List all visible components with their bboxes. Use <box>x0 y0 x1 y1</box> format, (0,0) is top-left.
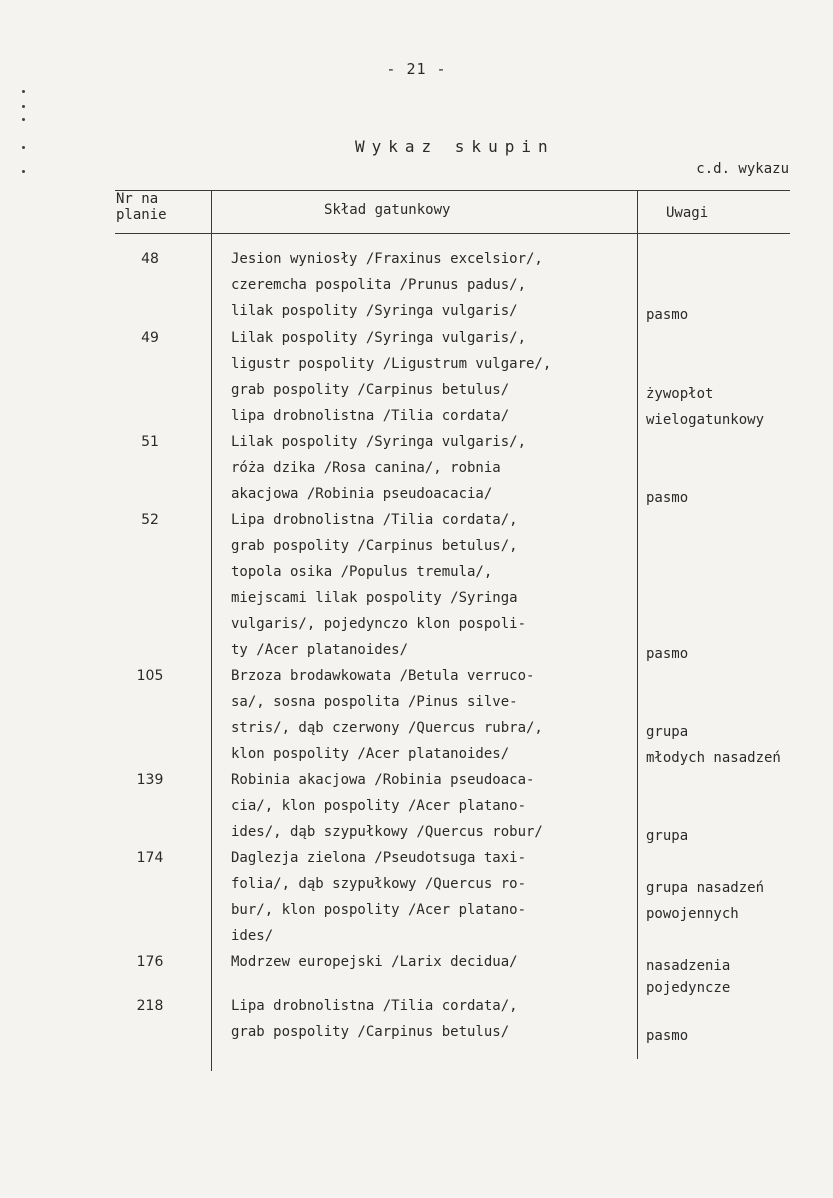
document-title: Wykaz skupin <box>355 137 555 156</box>
margin-mark <box>22 90 25 93</box>
species-line: sa/, sosna pospolita /Pinus silve- <box>231 694 518 710</box>
species-line: stris/, dąb czerwony /Quercus rubra/, <box>231 720 543 736</box>
species-line: klon pospolity /Acer platanoides/ <box>231 746 510 762</box>
species-line: Brzoza brodawkowata /Betula verruco- <box>231 668 535 684</box>
row-number: 139 <box>136 772 164 788</box>
row-number: 218 <box>136 998 164 1014</box>
species-line: lilak pospolity /Syringa vulgaris/ <box>231 303 518 319</box>
species-line: cia/, klon pospolity /Acer platano- <box>231 798 527 814</box>
species-line: ides/, dąb szypułkowy /Quercus robur/ <box>231 824 543 840</box>
species-composition <box>231 993 631 1045</box>
species-composition <box>231 949 631 975</box>
row-number: 48 <box>141 251 159 267</box>
margin-mark <box>22 105 25 108</box>
species-line: czeremcha pospolita /Prunus padus/, <box>231 277 527 293</box>
remark-text: pasmo <box>646 490 689 506</box>
header-uwagi: Uwagi <box>666 205 709 221</box>
species-line: ides/ <box>231 928 274 944</box>
species-line: Lipa drobnolistna /Tilia cordata/, <box>231 512 518 528</box>
remark-text: grupa nasadzeń <box>646 880 765 896</box>
species-line: Lilak pospolity /Syringa vulgaris/, <box>231 434 527 450</box>
header-nr-line2: planie <box>116 207 167 223</box>
margin-mark <box>22 118 25 121</box>
row-number: 51 <box>141 434 159 450</box>
species-line: Daglezja zielona /Pseudotsuga taxi- <box>231 850 527 866</box>
species-line: Modrzew europejski /Larix decidua/ <box>231 954 518 970</box>
margin-mark <box>22 146 25 149</box>
species-line: vulgaris/, pojedynczo klon pospoli- <box>231 616 527 632</box>
row-number: 105 <box>136 668 164 684</box>
species-line: bur/, klon pospolity /Acer platano- <box>231 902 527 918</box>
species-line: Lipa drobnolistna /Tilia cordata/, <box>231 998 518 1014</box>
remark-text: powojennych <box>646 906 739 922</box>
remark-text: pasmo <box>646 646 689 662</box>
remark-text: nasadzenia <box>646 958 731 974</box>
remark-text: pasmo <box>646 307 689 323</box>
species-line: róża dzika /Rosa canina/, robnia <box>231 460 501 476</box>
species-line: Lilak pospolity /Syringa vulgaris/, <box>231 330 527 346</box>
species-composition <box>231 246 631 324</box>
species-line: folia/, dąb szypułkowy /Quercus ro- <box>231 876 527 892</box>
species-composition <box>231 767 631 845</box>
species-line: miejscami lilak pospolity /Syringa <box>231 590 518 606</box>
row-number: 49 <box>141 330 159 346</box>
species-composition <box>231 325 631 429</box>
row-number: 52 <box>141 512 159 528</box>
remark-text: młodych nasadzeń <box>646 750 781 766</box>
species-line: Jesion wyniosły /Fraxinus excelsior/, <box>231 251 543 267</box>
remark-text: wielogatunkowy <box>646 412 765 428</box>
remark-text: pasmo <box>646 1028 689 1044</box>
species-composition <box>231 663 631 767</box>
header-sklad: Skład gatunkowy <box>324 202 451 218</box>
species-line: topola osika /Populus tremula/, <box>231 564 493 580</box>
species-line: ligustr pospolity /Ligustrum vulgare/, <box>231 356 552 372</box>
species-composition <box>231 507 631 663</box>
continuation-note: c.d. wykazu <box>696 161 789 177</box>
species-line: grab pospolity /Carpinus betulus/, <box>231 538 518 554</box>
species-line: grab pospolity /Carpinus betulus/ <box>231 1024 510 1040</box>
species-line: lipa drobnolistna /Tilia cordata/ <box>231 408 510 424</box>
species-line: ty /Acer platanoides/ <box>231 642 409 658</box>
page-number: - 21 - <box>386 60 447 78</box>
margin-mark <box>22 170 25 173</box>
header-nr-line1: Nr na <box>116 191 159 207</box>
remark-text: grupa <box>646 724 689 740</box>
species-composition <box>231 429 631 507</box>
row-number: 174 <box>136 850 164 866</box>
species-line: Robinia akacjowa /Robinia pseudoaca- <box>231 772 535 788</box>
remark-text: żywopłot <box>646 386 714 402</box>
header-nr <box>116 191 206 223</box>
species-line: akacjowa /Robinia pseudoacacia/ <box>231 486 493 502</box>
remark-text: pojedyncze <box>646 980 731 996</box>
remark-text: grupa <box>646 828 689 844</box>
species-line: grab pospolity /Carpinus betulus/ <box>231 382 510 398</box>
row-number: 176 <box>136 954 164 970</box>
species-composition <box>231 845 631 949</box>
